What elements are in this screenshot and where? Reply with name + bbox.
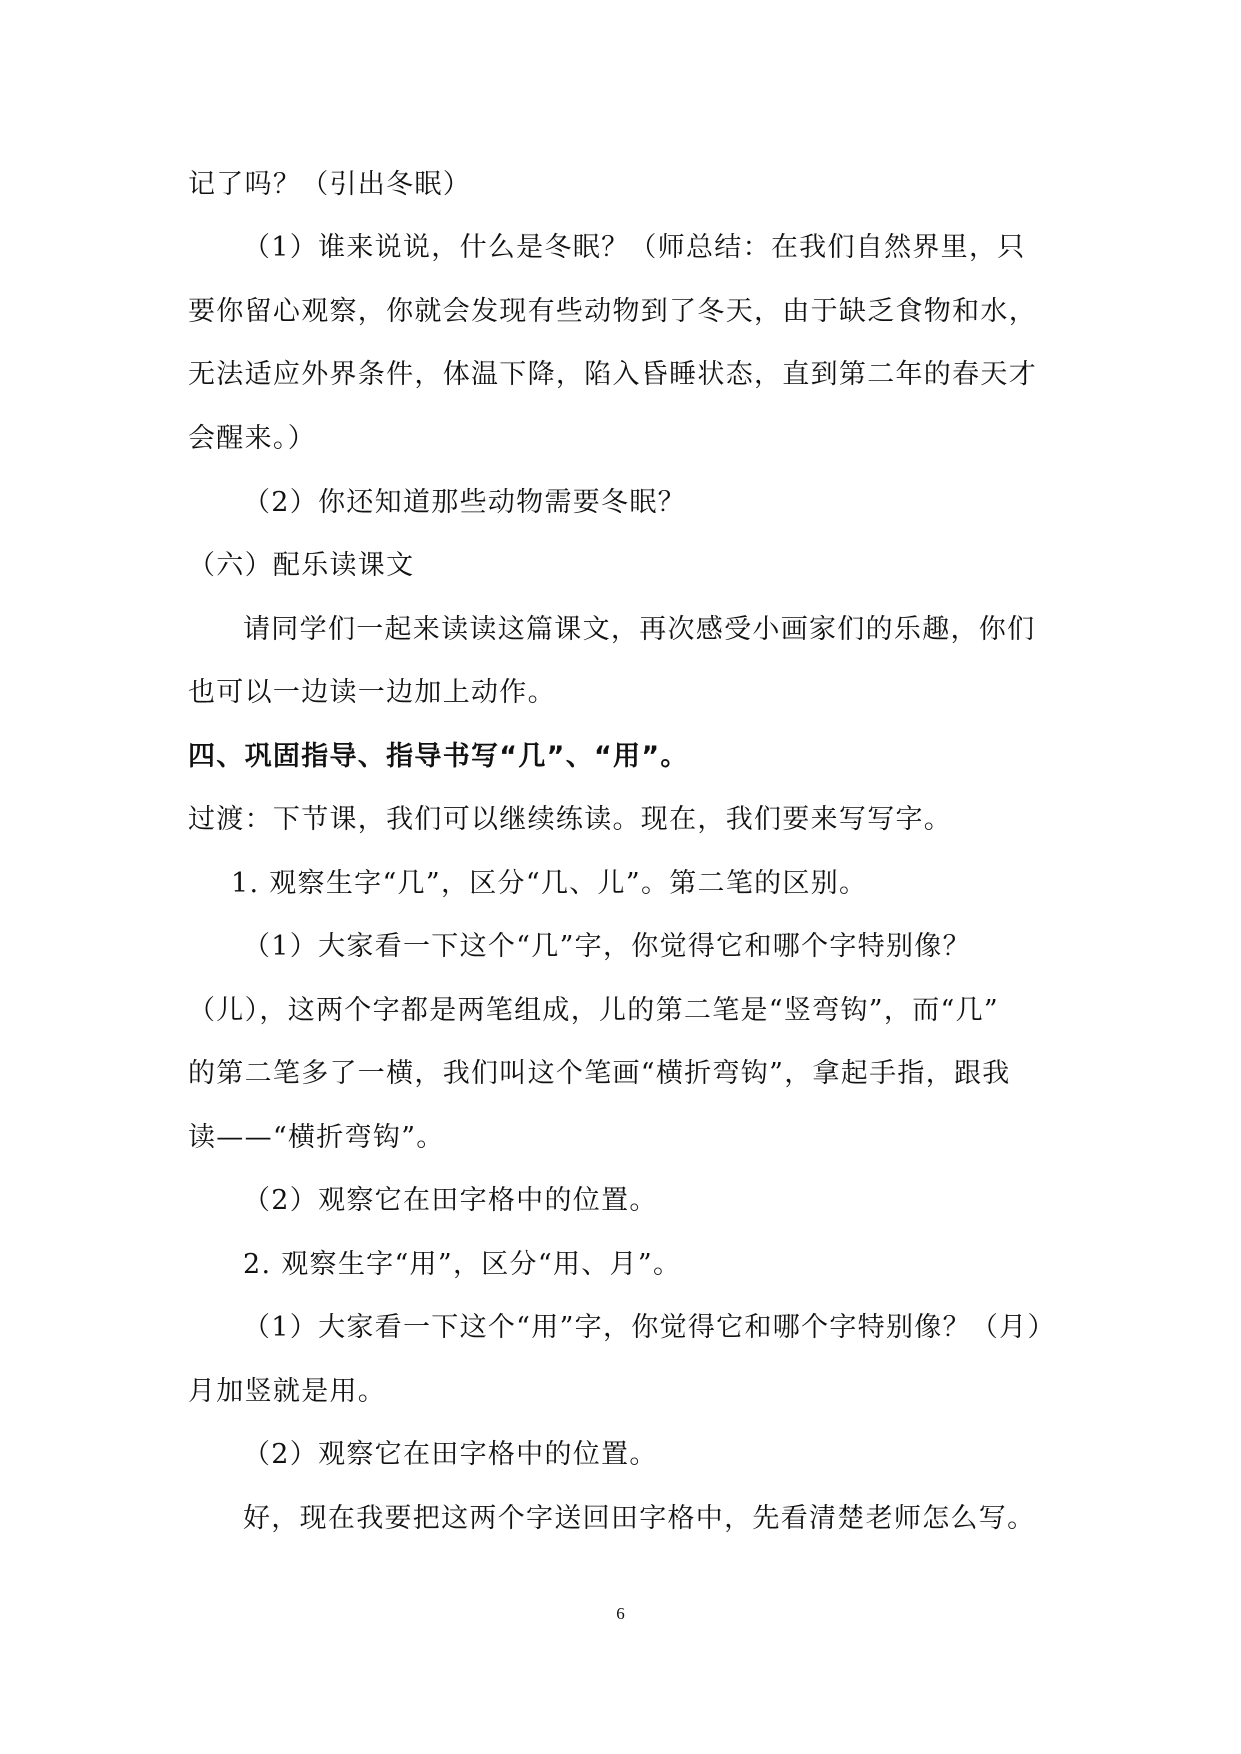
text-line: 请同学们一起来读读这篇课文，再次感受小画家们的乐趣，你们 [243, 614, 1036, 645]
text-line: 读——“横折弯钩”。 [188, 1122, 445, 1153]
text-line: 要你留心观察，你就会发现有些动物到了冬天，由于缺乏食物和水， [188, 296, 1037, 327]
section-heading: （六）配乐读课文 [188, 550, 415, 581]
text-line: （2）观察它在田字格中的位置。 [243, 1439, 658, 1470]
text-line: 月加竖就是用。 [188, 1376, 387, 1407]
numbered-item: 1. 观察生字“几”，区分“几、儿”。第二笔的区别。 [231, 868, 868, 899]
text-line: 好，现在我要把这两个字送回田字格中，先看清楚老师怎么写。 [243, 1503, 1036, 1534]
main-heading: 四、巩固指导、指导书写“几”、“用”。 [188, 741, 689, 772]
text-line: 无法适应外界条件，体温下降，陷入昏睡状态，直到第二年的春天才 [188, 359, 1037, 390]
page-number: 6 [616, 1604, 625, 1623]
text-line: （2）你还知道那些动物需要冬眠？ [243, 487, 686, 518]
text-line: （1）大家看一下这个“几”字，你觉得它和哪个字特别像？ [243, 931, 971, 962]
numbered-item: 2. 观察生字“用”，区分“用、月”。 [243, 1249, 682, 1280]
text-line: （2）观察它在田字格中的位置。 [243, 1185, 658, 1216]
text-line: 也可以一边读一边加上动作。 [188, 677, 556, 708]
text-line: 过渡：下节课，我们可以继续练读。现在，我们要来写写字。 [188, 804, 953, 835]
text-line: 记了吗？（引出冬眠） [188, 169, 471, 200]
text-line: （儿），这两个字都是两笔组成，儿的第二笔是“竖弯钩”，而“几” [188, 995, 1000, 1026]
text-line: （1）大家看一下这个“用”字，你觉得它和哪个字特别像？（月） [243, 1312, 1056, 1343]
text-line: （1）谁来说说，什么是冬眠？（师总结：在我们自然界里，只 [243, 232, 1026, 263]
text-line: 的第二笔多了一横，我们叫这个笔画“横折弯钩”，拿起手指，跟我 [188, 1058, 1011, 1089]
text-line: 会醒来。） [188, 423, 316, 454]
